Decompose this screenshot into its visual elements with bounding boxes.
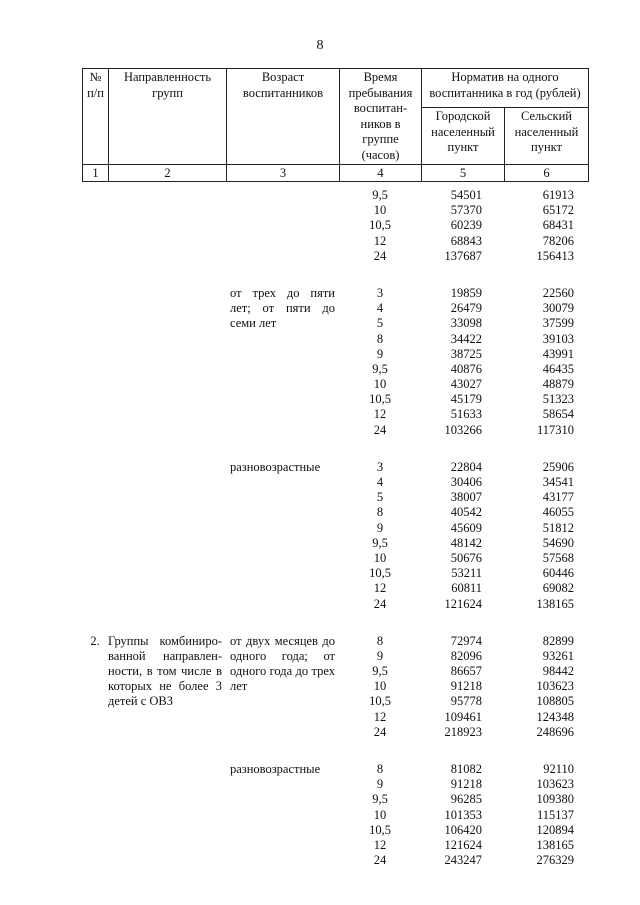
table-group-block [82,188,588,264]
table-row [339,188,588,203]
group-rows [339,460,588,612]
rural-value: 68431 [542,218,574,233]
rural-value: 48879 [542,377,574,392]
urban-value: 51633 [450,407,482,422]
table-row [339,301,588,316]
group-rows [339,286,588,438]
group-age: разновозрастные [230,762,321,776]
table-body [82,188,588,868]
urban-value: 86657 [450,664,482,679]
urban-value: 82096 [450,648,482,663]
stay-hours: 12 [373,233,387,248]
stay-hours: 24 [373,248,387,263]
urban-value: 38725 [450,346,482,361]
header-normative: Норматив на одного воспитанника в год (рублей) [422,69,589,108]
stay-hours: 9,5 [372,188,388,202]
rural-value: 39103 [542,331,574,346]
urban-value: 95778 [450,694,482,709]
group-number: 2. [90,633,100,648]
stay-hours: 24 [373,724,387,739]
rural-value: 65172 [542,203,574,218]
block-gap [82,264,588,286]
table-row [339,710,588,725]
table-row [339,505,588,520]
stay-hours: 10 [373,550,387,565]
stay-hours: 9 [376,777,384,792]
block-gap [82,612,588,634]
column-number: 5 [422,165,505,182]
rural-value: 92110 [543,762,574,776]
column-number: 6 [505,165,589,182]
table-row [339,649,588,664]
stay-hours: 9,5 [372,361,388,376]
rural-value: 51812 [542,520,574,535]
rural-value: 109380 [536,792,574,807]
table-group-block [82,634,588,740]
column-number: 1 [83,165,109,182]
rural-value: 58654 [542,407,574,422]
rural-value: 82899 [542,633,574,648]
stay-hours: 12 [373,407,387,422]
table-row [339,853,588,868]
urban-value: 106420 [444,822,482,837]
rural-value: 43177 [542,490,574,505]
header-direction: Направленность групп [109,69,227,165]
table-row [339,664,588,679]
table-row [339,551,588,566]
stay-hours: 10,5 [369,566,391,581]
table-row [339,362,588,377]
block-gap [82,438,588,460]
rural-value: 248696 [536,724,574,739]
urban-value: 34422 [450,331,482,346]
urban-value: 57370 [450,203,482,218]
rural-value: 22560 [542,285,574,300]
rural-value: 120894 [536,822,574,837]
urban-value: 91218 [450,679,482,694]
urban-value: 109461 [444,709,482,724]
table-row [339,823,588,838]
stay-hours: 12 [373,581,387,596]
header-age: Возраст воспитанников [227,69,340,165]
urban-value: 121624 [444,837,482,852]
urban-value: 218923 [444,724,482,739]
rural-value: 117310 [536,422,574,437]
urban-value: 96285 [450,792,482,807]
stay-hours: 5 [376,490,384,505]
rural-value: 37599 [542,316,574,331]
stay-hours: 24 [373,596,387,611]
urban-value: 60239 [450,218,482,233]
rural-value: 34541 [542,475,574,489]
stay-hours: 10,5 [369,392,391,407]
urban-value: 38007 [450,490,482,505]
urban-value: 243247 [444,853,482,868]
urban-value: 40876 [450,361,482,376]
urban-value: 22804 [450,459,482,474]
rural-value: 46435 [542,361,574,376]
table-header [82,68,589,182]
urban-value: 50676 [450,550,482,565]
table-row [339,347,588,362]
table-row [339,521,588,536]
rural-value: 57568 [542,550,574,565]
rural-value: 51323 [542,392,574,407]
stay-hours: 9 [376,648,384,663]
stay-hours: 8 [376,505,384,520]
table-row [339,490,588,505]
header-column-numbers [83,165,589,182]
urban-value: 40542 [450,505,482,520]
urban-value: 45179 [450,392,482,407]
rural-value: 54690 [542,535,574,550]
stay-hours: 8 [376,633,384,648]
urban-value: 72974 [450,633,482,648]
urban-value: 54501 [450,188,482,202]
table-row [339,377,588,392]
group-age: от трех до пяти лет; от пяти до семи лет [230,285,335,330]
table-group-block [82,460,588,612]
group-age: от двух месяцев до одного года; от одного года до трех лет [230,633,335,693]
column-number: 2 [109,165,227,182]
table-row [339,332,588,347]
table-row [339,536,588,551]
rural-value: 98442 [542,664,574,679]
rural-value: 115137 [536,807,574,822]
rural-value: 61913 [542,188,574,202]
header-rural: Сельский населенный пункт [505,108,589,165]
urban-value: 101353 [444,807,482,822]
rural-value: 103623 [536,679,574,694]
table-row [339,316,588,331]
stay-hours: 10 [373,679,387,694]
table-row [339,234,588,249]
stay-hours: 5 [376,316,384,331]
table-row [339,407,588,422]
stay-hours: 3 [376,459,384,474]
stay-hours: 10,5 [369,218,391,233]
table-row [339,838,588,853]
group-age: разновозрастные [230,459,321,474]
table-row [339,792,588,807]
rural-value: 25906 [542,459,574,474]
table-row [339,694,588,709]
rural-value: 78206 [542,233,574,248]
urban-value: 53211 [451,566,482,581]
urban-value: 121624 [444,596,482,611]
table-row [339,581,588,596]
table-row [339,460,588,475]
urban-value: 68843 [450,233,482,248]
stay-hours: 8 [376,762,384,776]
table-row [339,249,588,264]
table-group-block [82,762,588,868]
urban-value: 45609 [450,520,482,535]
table-row [339,597,588,612]
stay-hours: 10 [373,203,387,218]
table-row [339,286,588,301]
table-row [339,203,588,218]
header-stay-time: Время пребывания воспитан-ников в группе (часов) [340,69,422,165]
stay-hours: 9 [376,346,384,361]
group-direction: Группы комбиниро-ванной направлен-ности, в том числе в которых не более 3 детей с ОВЗ [108,633,222,708]
stay-hours: 10 [373,807,387,822]
stay-hours: 10 [373,377,387,392]
table-row [339,679,588,694]
table-row [339,423,588,438]
table-row [339,566,588,581]
urban-value: 26479 [450,301,482,316]
page-number: 8 [316,38,324,53]
table-row [339,392,588,407]
urban-value: 30406 [450,475,482,489]
stay-hours: 9,5 [372,792,388,807]
table-row [339,634,588,649]
rural-value: 103623 [536,777,574,792]
rural-value: 30079 [542,301,574,316]
group-rows [339,634,588,740]
rural-value: 138165 [536,596,574,611]
rural-value: 124348 [536,709,574,724]
rural-value: 138165 [536,837,574,852]
urban-value: 19859 [450,285,482,300]
header-urban: Городской населенный пункт [422,108,505,165]
urban-value: 137687 [444,248,482,263]
column-number: 4 [340,165,422,182]
stay-hours: 10,5 [369,822,391,837]
stay-hours: 12 [373,709,387,724]
rural-value: 276329 [536,853,574,868]
stay-hours: 24 [373,422,387,437]
rural-value: 60446 [542,566,574,581]
stay-hours: 3 [376,285,384,300]
stay-hours: 12 [373,837,387,852]
urban-value: 33098 [450,316,482,331]
urban-value: 91218 [450,777,482,792]
table-group-block [82,286,588,438]
table-row [339,218,588,233]
stay-hours: 9,5 [372,535,388,550]
table-row [339,762,588,777]
group-rows [339,188,588,264]
urban-value: 48142 [450,535,482,550]
stay-hours: 9 [376,520,384,535]
rural-value: 156413 [536,248,574,263]
stay-hours: 10,5 [369,694,391,709]
stay-hours: 4 [376,301,384,316]
rural-value: 46055 [542,505,574,520]
rural-value: 43991 [542,346,574,361]
stay-hours: 9,5 [372,664,388,679]
rural-value: 93261 [542,648,574,663]
group-rows [339,762,588,868]
table-row [339,808,588,823]
rural-value: 69082 [542,581,574,596]
header-number: № п/п [83,69,109,165]
urban-value: 103266 [444,422,482,437]
column-number: 3 [227,165,340,182]
stay-hours: 8 [376,331,384,346]
urban-value: 81082 [450,762,482,776]
normative-table [82,68,588,868]
table-row [339,777,588,792]
stay-hours: 24 [373,853,387,868]
block-gap [82,740,588,762]
urban-value: 60811 [451,581,482,596]
table-row [339,475,588,490]
urban-value: 43027 [450,377,482,392]
table-row [339,725,588,740]
rural-value: 108805 [536,694,574,709]
stay-hours: 4 [376,475,384,489]
